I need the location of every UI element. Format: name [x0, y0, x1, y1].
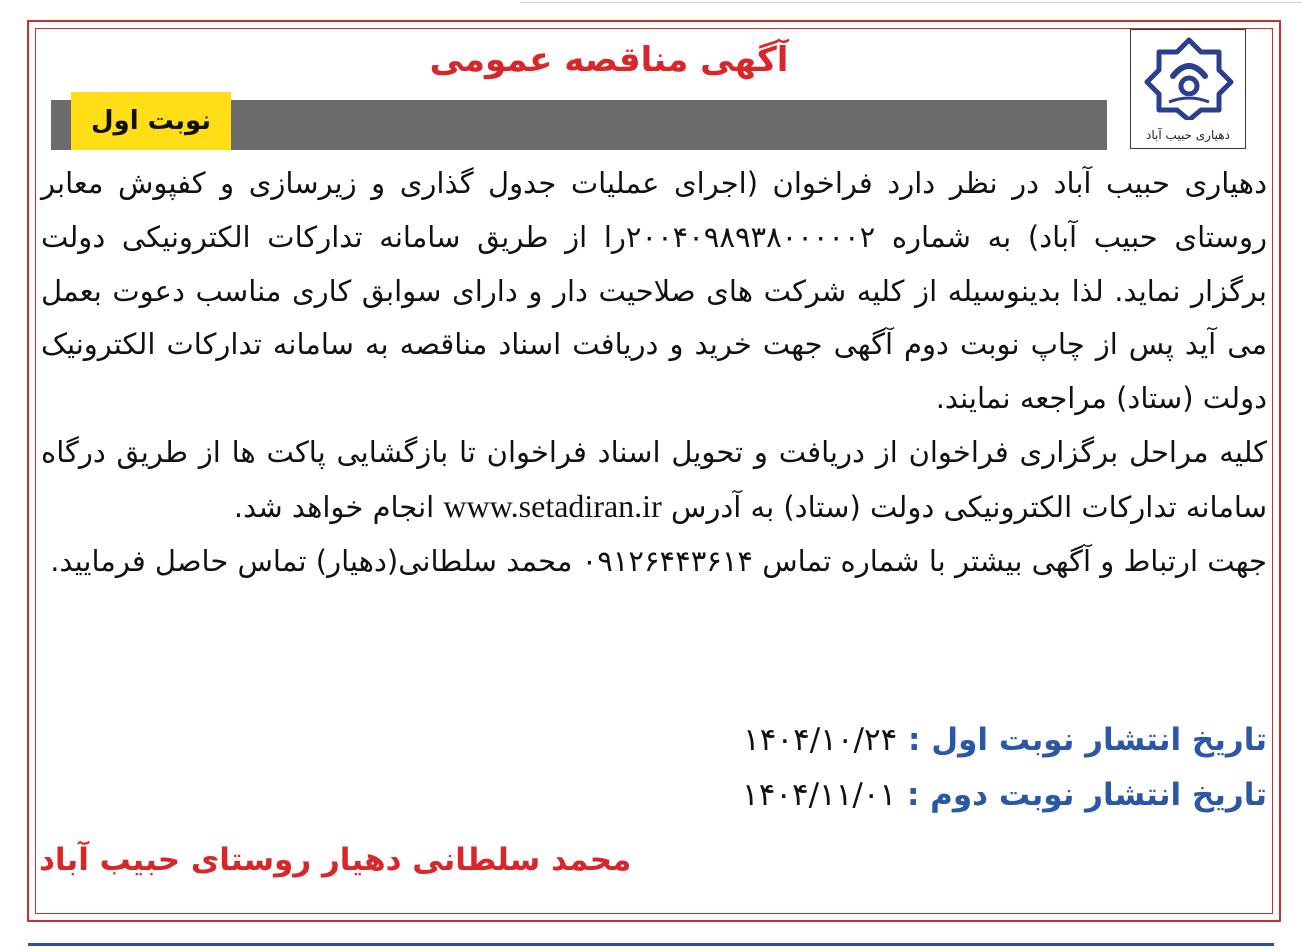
second-publish-label: تاریخ انتشار نوبت دوم : [906, 777, 1267, 813]
signature: محمد سلطانی دهیار روستای حبیب آباد [39, 842, 632, 878]
notice-title: آگهی مناقصه عمومی [429, 40, 789, 80]
first-publish-label: تاریخ انتشار نوبت اول : [908, 722, 1267, 758]
round-badge: نوبت اول [71, 92, 231, 150]
notice-body [41, 157, 1267, 588]
top-divider [520, 2, 1302, 3]
logo-caption: دهیاری حبیب آباد [1146, 128, 1230, 142]
first-publish-date [743, 722, 1267, 758]
notice-frame [27, 20, 1281, 922]
paragraph-intro: دهیاری حبیب آباد در نظر دارد فراخوان (اجرای عملیات جدول گذاری و زیرسازی و کفپوش معابر روستای حبیب آباد) به شماره ۲۰۰۴۰۹۸۹۳۸۰۰۰۰۰۲را از طریق سامانه تدارکات الکترونیکی دولت برگزار نماید. لذا بدینوسیله از کلیه شرکت های صلاحیت دار و دارای سوابق کاری مناسب دعوت بعمل می آید پس از چاپ نوبت دوم آگهی جهت خرید و دریافت اسناد مناقصه به سامانه تدارکات الکترونیک دولت (ستاد) مراجعه نمایند. [41, 166, 1267, 416]
paragraph-process-end: انجام خواهد شد. [233, 489, 435, 524]
paragraph-process-text: کلیه مراحل برگزاری فراخوان از دریافت و تحویل اسناد فراخوان تا بازگشایی پاکت ها از طریق درگاه سامانه تدارکات الکترونیکی دولت (ستاد) به آدرس [41, 434, 1267, 524]
logo [1130, 29, 1246, 149]
dehyari-emblem-icon [1143, 36, 1235, 120]
paragraph-process [41, 426, 1267, 535]
first-publish-value: ۱۴۰۴/۱۰/۲۴ [743, 722, 898, 758]
second-publish-date [742, 777, 1267, 813]
bottom-divider [28, 943, 1274, 946]
paragraph-contact: جهت ارتباط و آگهی بیشتر با شماره تماس ۰۹۱۲۶۴۴۳۶۱۴ محمد سلطانی(دهیار) تماس حاصل فرمایید. [50, 543, 1267, 578]
second-publish-value: ۱۴۰۴/۱۱/۰۱ [742, 777, 897, 813]
setadiran-url[interactable]: www.setadiran.ir [443, 487, 662, 524]
